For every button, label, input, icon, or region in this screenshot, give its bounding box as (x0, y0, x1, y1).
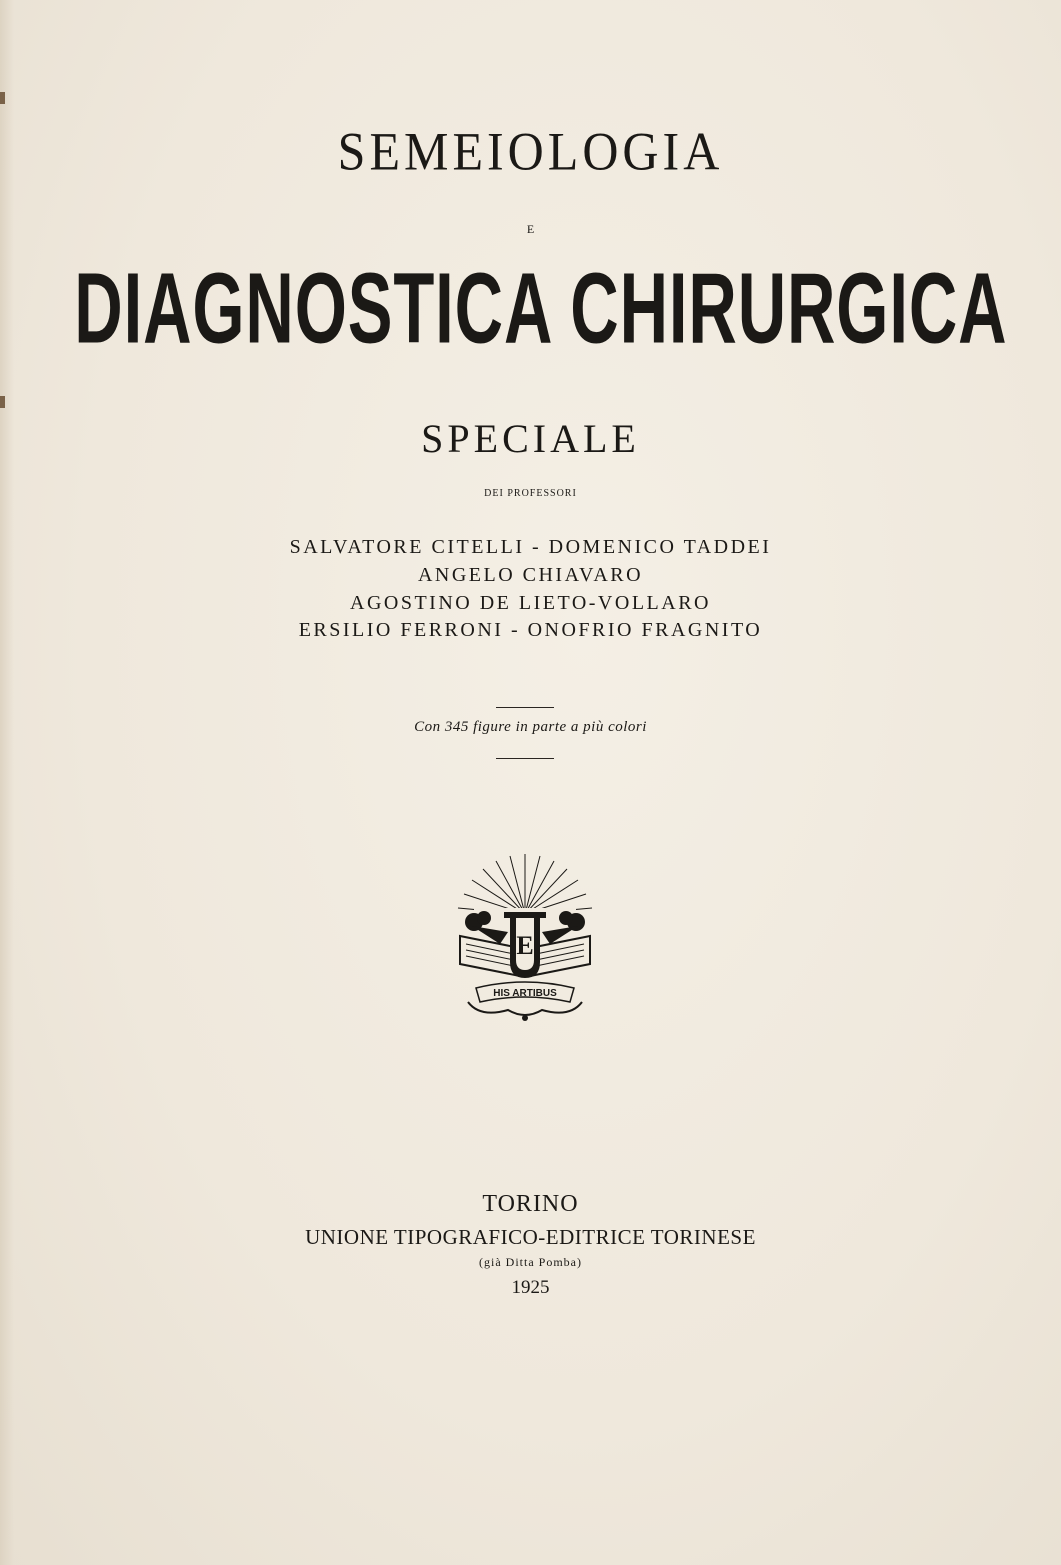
divider-rule (496, 758, 554, 759)
title-line-3: SPECIALE (421, 416, 640, 461)
page-edge-mark (0, 92, 5, 104)
motto-text: HIS ARTIBUS (493, 988, 557, 999)
monogram-letters: E (516, 931, 534, 960)
divider-rule (496, 707, 554, 708)
title-conjunction: E (526, 222, 535, 236)
page-edge-mark (0, 396, 5, 408)
author-line: AGOSTINO DE LIETO-VOLLARO (350, 592, 711, 614)
author-line: ANGELO CHIAVARO (417, 564, 644, 586)
publisher-emblem (450, 852, 600, 1028)
title-line-2: DIAGNOSTICA CHIRURGICA (74, 251, 1008, 365)
laurel-branches (468, 1002, 582, 1015)
imprint-city: TORINO (482, 1191, 579, 1217)
author-line: SALVATORE CITELLI - DOMENICO TADDEI (289, 536, 772, 558)
imprint-former-name: (già Ditta Pomba) (479, 1255, 582, 1269)
emblem-sunrays (458, 854, 592, 914)
imprint-year: 1925 (511, 1277, 550, 1298)
authors-intro: DEI PROFESSORI (484, 488, 577, 499)
figures-note: Con 345 figure in parte a più colori (414, 719, 647, 735)
imprint-publisher: UNIONE TIPOGRAFICO-EDITRICE TORINESE (305, 1225, 756, 1249)
author-line: ERSILIO FERRONI - ONOFRIO FRAGNITO (298, 619, 763, 641)
title-line-1: SEMEIOLOGIA (337, 120, 724, 182)
